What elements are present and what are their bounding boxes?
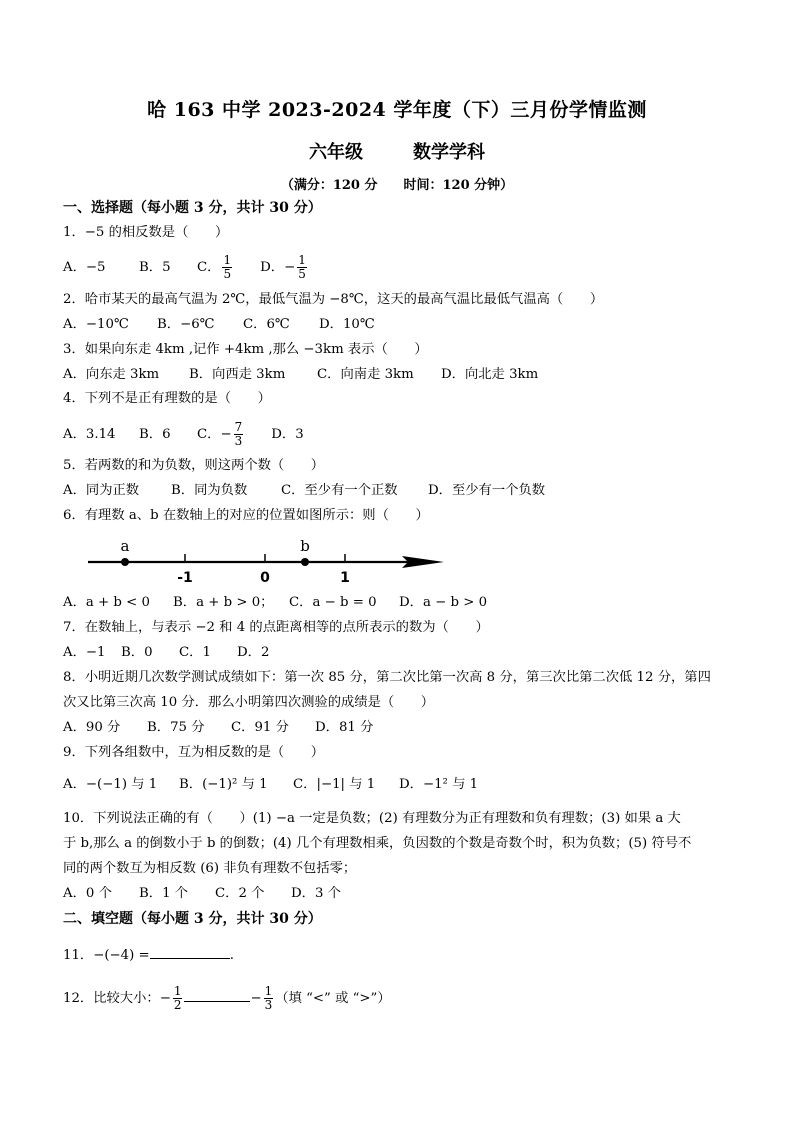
q10-option-a: A．0 个 [63, 886, 112, 901]
q10-option-d: D．3 个 [291, 886, 341, 901]
q11-text: 11．−(−4) = [63, 948, 150, 963]
q1-fraction-c [222, 254, 232, 281]
q4-option-b: B．6 [139, 427, 171, 442]
q6-option-c: C．a − b = 0 [289, 595, 377, 610]
fraction-denominator: 5 [298, 267, 306, 281]
q4-fraction-c [234, 421, 244, 448]
number-line-tick-label: 0 [260, 570, 270, 586]
fraction-denominator: 3 [234, 434, 243, 448]
q12-fraction-1 [173, 985, 183, 1012]
q12-fraction-2 [264, 985, 274, 1012]
fraction-numerator: 1 [173, 984, 182, 998]
number-line-point-b-label: b [300, 537, 310, 555]
q5-text: 5．若两数的和为负数，则这两个数（ ） [63, 458, 325, 473]
q5-option-b: B．同为负数 [171, 483, 248, 498]
q1-option-d [260, 254, 309, 281]
q4-text: 4．下列不是正有理数的是（ ） [63, 391, 271, 406]
q10-option-c: C．2 个 [215, 886, 265, 901]
q4-option-c-label: C．− [197, 427, 232, 442]
q4-option-d: D．3 [271, 427, 304, 442]
q6-option-a: A．a + b < 0 [63, 595, 150, 610]
q3-option-b: B．向西走 3km [189, 367, 286, 382]
q1-fraction-d [297, 254, 307, 281]
q8-option-c: C．91 分 [231, 720, 289, 735]
q7-text: 7．在数轴上，与表示 −2 和 4 的点距离相等的点所表示的数为（ ） [63, 620, 489, 635]
q12-text: 12．比较大小：− [63, 991, 171, 1006]
q1-option-b: B．5 [139, 260, 171, 275]
q1-option-c [197, 254, 234, 281]
q2-options [63, 316, 375, 334]
q1-option-d-label: D．− [260, 260, 296, 275]
grade-label: 六年级 [309, 142, 363, 163]
q7-option-b: B．0 [121, 645, 153, 660]
q10-text-line1: 10．下列说法正确的有（ ）(1) −a 一定是负数；(2) 有理数分为正有理数和负有理数；(3) 如果 a 大 [63, 811, 681, 826]
section1-heading: 一、选择题（每小题 3 分，共计 30 分） [63, 200, 322, 216]
q12-answer-blank[interactable] [184, 987, 250, 1002]
q5-options [63, 482, 545, 500]
number-line-point-a [121, 558, 129, 566]
q9-options [63, 776, 478, 794]
q9-option-b: B．(−1)² 与 1 [179, 777, 268, 792]
q3-text: 3．如果向东走 4km ,记作 +4km ,那么 −3km 表示（ ） [63, 342, 428, 357]
q6-options [63, 594, 487, 612]
q8-text-line1: 8．小明近期几次数学测试成绩如下：第一次 85 分，第二次比第一次高 8 分，第三次比第二次低 12 分，第四 [63, 670, 711, 685]
q8-option-a: A．90 分 [63, 720, 121, 735]
q9-option-c: C．|−1| 与 1 [293, 777, 376, 792]
q10-option-b: B．1 个 [139, 886, 189, 901]
q3-option-a: A．向东走 3km [63, 367, 160, 382]
number-line-point-b [301, 558, 309, 566]
number-line-arrow [402, 556, 444, 568]
q3-option-c: C．向南走 3km [317, 367, 414, 382]
number-line-tick-label: -1 [177, 570, 193, 586]
q10-text-line3: 同的两个数互为相反数 (6) 非负有理数不包括零； [63, 861, 357, 876]
number-line-tick-label: 1 [340, 570, 350, 586]
q12-tail: （填 “<” 或 “>”） [275, 991, 391, 1006]
q2-option-b: B．−6℃ [157, 317, 215, 332]
q2-option-d: D．10℃ [319, 317, 375, 332]
q2-option-a: A．−10℃ [63, 317, 129, 332]
q6-text: 6．有理数 a、b 在数轴上的对应的位置如图所示：则（ ） [63, 508, 429, 523]
q11 [63, 944, 234, 965]
number-line-figure [80, 532, 450, 588]
time-info: 时间：120 分钟） [403, 178, 514, 193]
q12-minus: − [250, 991, 262, 1006]
q1-option-a: A．−5 [63, 260, 106, 275]
q1-text: 1．−5 的相反数是（ ） [63, 225, 229, 240]
score-info: （满分：120 分 [280, 178, 378, 193]
q2-option-c: C．6℃ [243, 317, 290, 332]
q7-option-d: D．2 [237, 645, 270, 660]
q7-option-c: C．1 [179, 645, 211, 660]
q1-option-c-label: C． [197, 260, 221, 275]
q4-option-c [197, 421, 245, 448]
q6-option-d: D．a − b > 0 [399, 595, 488, 610]
fraction-numerator: 7 [234, 420, 243, 434]
q3-option-d: D．向北走 3km [441, 367, 539, 382]
q12 [63, 985, 391, 1012]
fraction-numerator: 1 [264, 984, 273, 998]
q8-options [63, 719, 373, 737]
q8-option-d: D．81 分 [315, 720, 374, 735]
q5-option-a: A．同为正数 [63, 483, 140, 498]
fraction-numerator: 1 [298, 253, 306, 267]
q8-option-b: B．75 分 [147, 720, 205, 735]
q11-answer-blank[interactable] [150, 944, 230, 959]
q1-options [63, 254, 309, 281]
fraction-denominator: 2 [173, 998, 182, 1012]
q7-option-a: A．−1 [63, 645, 106, 660]
fraction-denominator: 5 [223, 267, 232, 281]
q10-options [63, 885, 341, 903]
number-line-ticks [177, 554, 350, 586]
q7-options [63, 644, 269, 662]
fraction-denominator: 3 [264, 998, 273, 1012]
q11-tail: . [229, 948, 234, 963]
q4-option-a: A．3.14 [63, 427, 116, 442]
q9-option-d: D．−1² 与 1 [399, 777, 479, 792]
fraction-numerator: 1 [223, 253, 232, 267]
q2-text: 2．哈市某天的最高气温为 2℃，最低气温为 −8℃，这天的最高气温比最低气温高（ ） [63, 292, 604, 307]
section2-heading: 二、填空题（每小题 3 分，共计 30 分） [63, 911, 322, 927]
q4-options [63, 421, 304, 448]
q3-options [63, 366, 538, 384]
number-line-point-a-label: a [120, 537, 130, 555]
q5-option-d: D．至少有一个负数 [428, 483, 546, 498]
q10-text-line2: 于 b,那么 a 的倒数小于 b 的倒数；(4) 几个有理数相乘，负因数的个数是奇数个时，积为负数；(5) 符号不 [63, 836, 692, 851]
q9-text: 9．下列各组数中，互为相反数的是（ ） [63, 745, 325, 760]
q6-option-b: B．a + b > 0； [173, 595, 274, 610]
exam-info [0, 174, 794, 193]
q5-option-c: C．至少有一个正数 [281, 483, 398, 498]
q8-text-line2: 次又比第三次高 10 分．那么小明第四次测验的成绩是（ ） [63, 695, 435, 710]
exam-subtitle [0, 138, 794, 164]
subject-label: 数学学科 [413, 142, 485, 163]
exam-title: 哈 163 中学 2023-2024 学年度（下）三月份学情监测 [147, 99, 647, 121]
q9-option-a: A．−(−1) 与 1 [63, 777, 158, 792]
